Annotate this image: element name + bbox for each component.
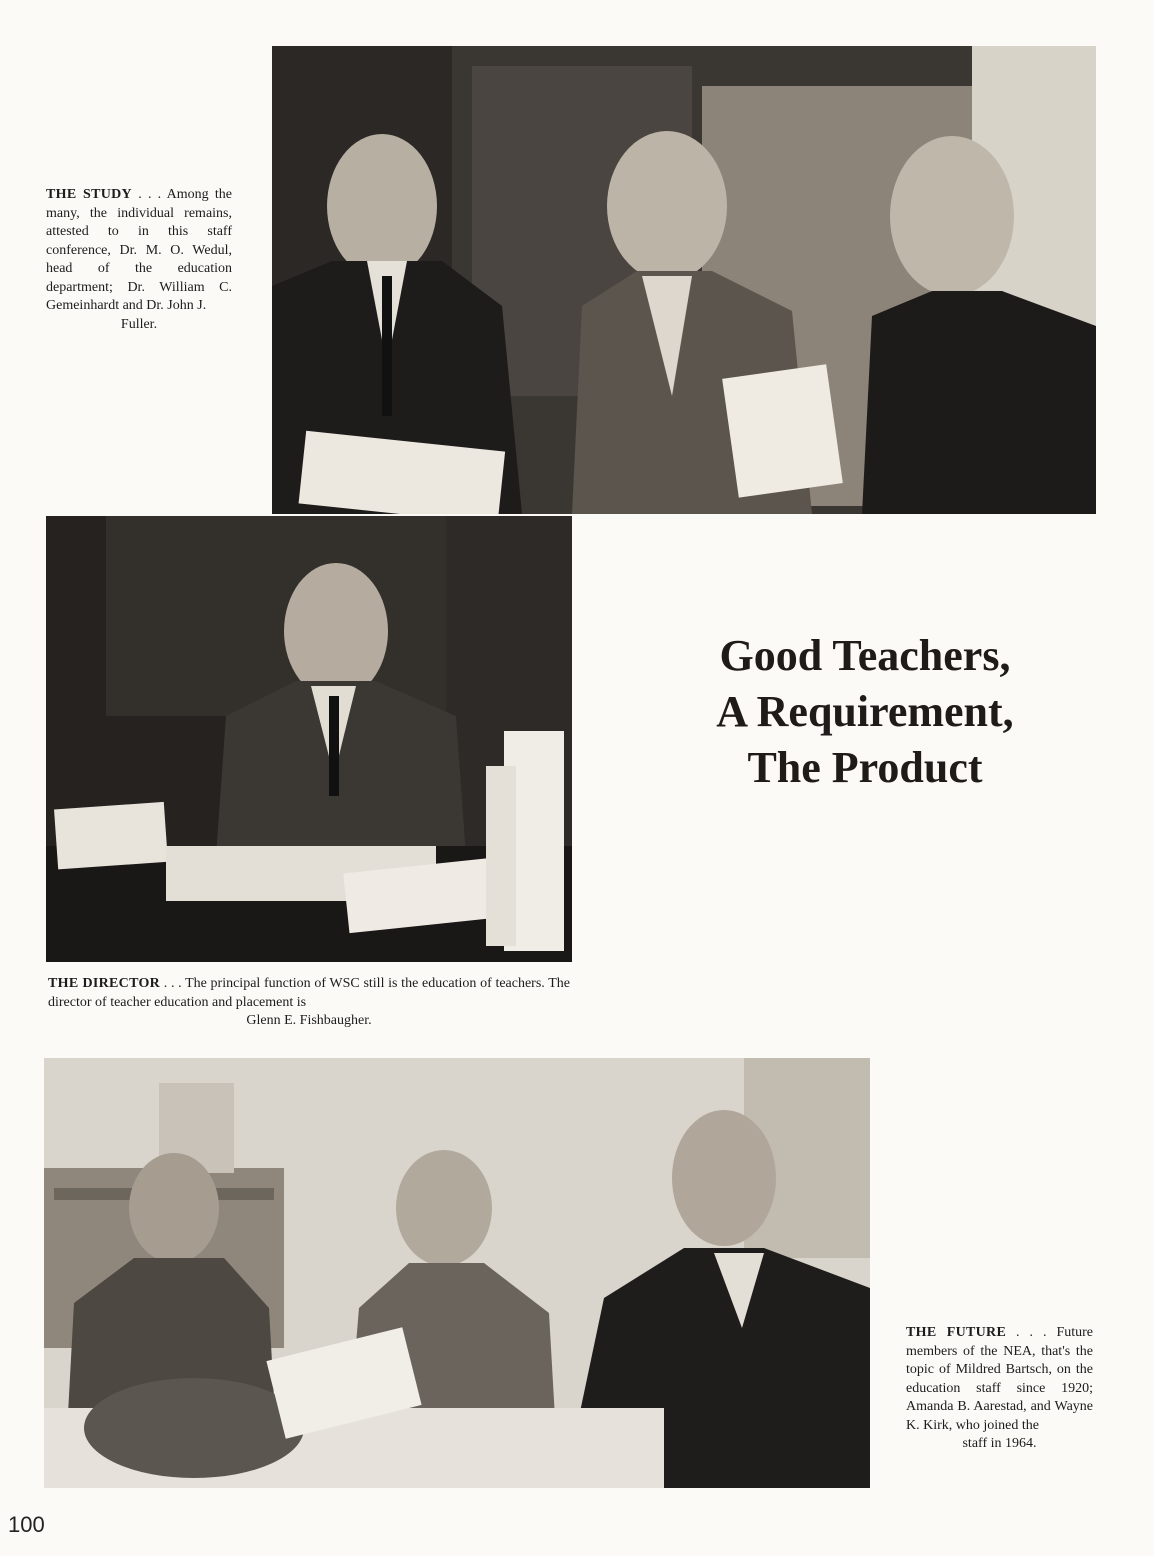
study-caption-lead: THE STUDY (46, 187, 132, 202)
future-caption-lead: THE FUTURE (906, 1325, 1007, 1340)
director-caption-lead: THE DIRECTOR (48, 976, 161, 991)
director-caption-separator: . . . (160, 976, 186, 991)
future-caption (906, 1324, 1093, 1454)
three-staff-members-photo (44, 1058, 870, 1488)
future-caption-text: Future members of the NEA, that's the topic of Mildred Bartsch, on the education staff since 1920; Amanda B. Aarestad, and Wayne K. Kirk, who joined the (906, 1325, 1094, 1433)
study-caption-separator: . . . (131, 187, 167, 202)
study-caption-last-line: Fuller. (120, 316, 158, 332)
director-caption-text: The principal function of WSC still is the education of teachers. The director of teacher education and placement is (48, 976, 570, 1010)
headline-line-1: Good Teachers, (719, 631, 1011, 680)
study-caption (46, 186, 232, 334)
future-caption-last-line: staff in 1964. (962, 1436, 1037, 1451)
headline-line-3: The Product (747, 743, 983, 792)
staff-conference-photo (272, 46, 1096, 514)
director-caption (48, 975, 570, 1031)
director-at-desk-photo (46, 516, 572, 962)
page-number: 100 (8, 1512, 45, 1537)
headline-line-2: A Requirement, (716, 687, 1014, 736)
future-caption-separator: . . . (1006, 1325, 1057, 1340)
study-caption-text: Among the many, the individual remains, attested to in this staff conference, Dr. M. O. Wedul, head of the education department; Dr. William C. Gemeinhardt and Dr. John J. (46, 187, 232, 313)
director-caption-last-line: Glenn E. Fishbaugher. (246, 1013, 372, 1028)
page-headline (650, 628, 1080, 796)
